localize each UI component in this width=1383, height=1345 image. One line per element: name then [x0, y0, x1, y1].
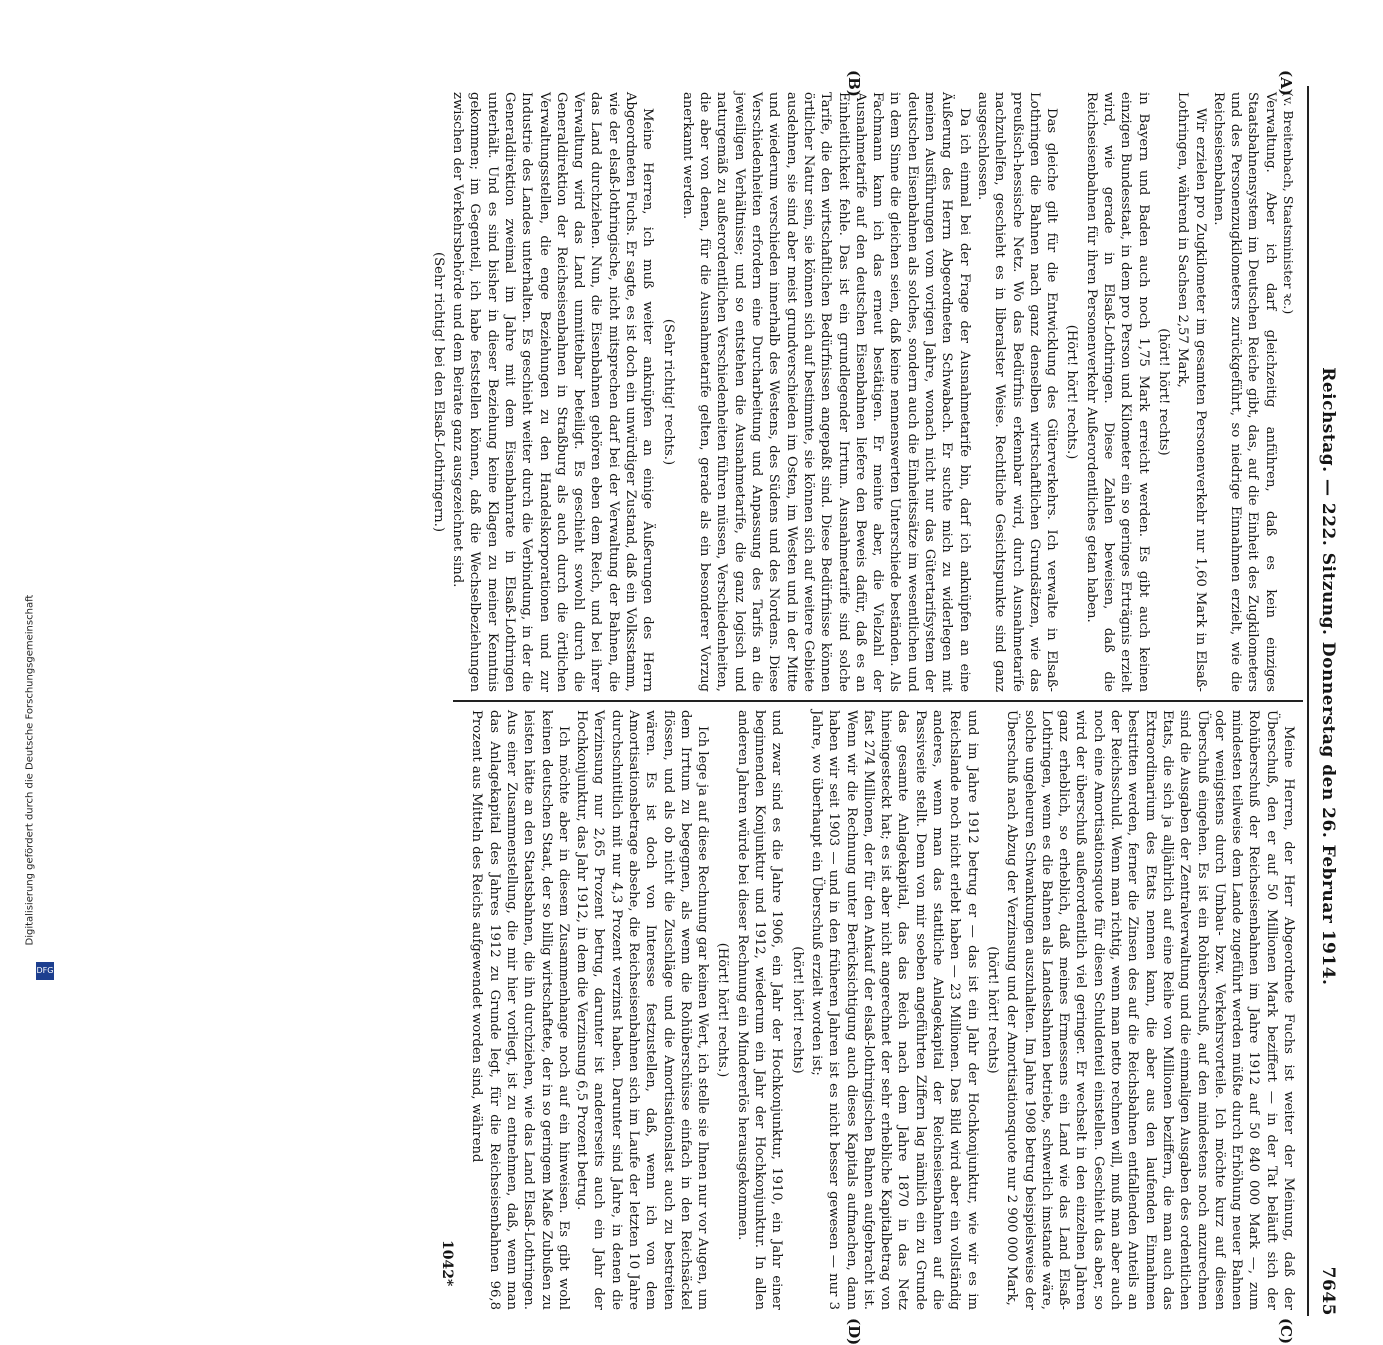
- paragraph: Meine Herren, der Herr Abgeordnete Fuchs ist weiter der Meinung, daß der Überschuß, den er auf 50 Millionen Mark beziffert — in der Tat beläuft sich der Rohüberschuß der Reichseisenbahnen im Jahre 1912 auf 50 840 000 Mark —, zum mindesten teilweise dem Lande zugeführt werden müßte durch Erhöhung neuer Bahnen oder wenigstens durch Umbau- bzw. Verkehrsvorteile. Ich möchte kurz auf diesen Überschuß eingehen. Es ist ein Rohüberschuß, auf den mindestens noch anzurechnen sind die Ausgaben der Zentralverwaltung und die einmaligen Ausgaben des ordentlichen Etats, die sich ja alljährlich auf eine Reihe von Millionen beziffern, die man auch das Extraordinarium des Etats nennen kann, die aber aus den laufenden Einnahmen bestritten werden, ferner die Zinsen des auf die Reichsbahnen entfallenden Anteils an der Reichsschuld. Wenn man richtig, wenn man netto rechnen will, muß man aber auch noch eine Amortisationsquote für diesen Schuldenteil einstellen. Geschieht das aber, so wird der überschuß außerordentlich viel geringer. Er wechselt in den einzelnen Jahren ganz erheblich, so erheblich, daß meines Ermessens ein Land wie das Land Elsaß-Lothringen, wenn es die Bahnen als Landesbahnen betriebe, schwerlich imstande wäre, solche ungeheuren Schwankungen auszuhalten. Im Jahre 1908 betrug beispielsweise der Überschuß nach Abzug der Verzinsung und der Amortisationsquote nur 2 900 000 Mark,: [1004, 710, 1296, 1310]
- column-divider: [453, 700, 1303, 702]
- right-column: [457, 710, 1297, 1310]
- interjection: (Hört! hört! rechts.): [715, 942, 731, 1078]
- paragraph: in Bayern und Baden auch noch 1,75 Mark erreicht werden. Es gibt auch keinen einzigen Bundesstaat, in dem pro Person und Kilometer ein so geringes Erträgnis erzielt wird, wie gerade in Elsaß-Lothringen. Diese Zahlen beweisen, daß die Reichseisenbahnen für ihren Personenverkehr Außerordentliches getan haben.: [1083, 92, 1151, 692]
- interjection: (Sehr richtig! rechts.): [660, 318, 676, 466]
- interjection: (Hört! hört! rechts.): [1064, 324, 1080, 460]
- margin-marker-d: (D): [845, 1318, 863, 1345]
- page-header: [1313, 86, 1343, 1316]
- paragraph: Verwaltung. Aber ich darf gleichzeitig anführen, daß es kein einziges Staatsbahnensystem im Deutschen Reiche gibt, das, auf die Einheit des Zugkilometers und des Personenzugkilometers zurückgeführt, so niedrige Einnahmen erzielt, wie die Reichseisenbahnen.: [1210, 92, 1278, 692]
- interjection: (Sehr richtig! bei den Elsaß-Lothringern.): [430, 251, 446, 533]
- dfg-logo: DFG: [36, 962, 54, 980]
- left-column: [430, 92, 1297, 692]
- paragraph: und im Jahre 1912 betrug er — das ist ein Jahr der Hochkonjunktur, wie wir es im Reichslande noch nicht erlebt haben — 23 Millionen. Das Bild wird aber ein vollständig anderes, wenn man das stattliche Anlagekapital der Reichseisenbahnen auf die Passivseite stellt. Denn von mir soeben angeführten Ziffern lag nämlich ein zu Grunde das gesamte Anlagekapital, das das Reich nach dem Jahre 1870 in das Netz hineingesteckt hat; es ist aber nicht angerechnet der sehr erhebliche Kapitalbetrag von fast 274 Millionen, der für den Ankauf der elsaß-lothringischen Bahnen aufgebracht ist. Wenn wir die Rechnung unter Berücksichtigung auch dieses Kapitals aufmachen, dann haben wir seit 1903 — und in den früheren Jahren ist es nicht besser gewesen — nur 3 Jahre, wo überhaupt ein Überschuß erzielt worden ist;: [808, 710, 980, 1310]
- paragraph: Das gleiche gilt für die Entwicklung des Güterverkehrs. Ich verwalte in Elsaß-Lothringen die Bahnen nach ganz denselben wirtschaftlichen Grundsätzen, wie das preußisch-hessische Netz. Wo das Bedürfnis erkennbar wird, durch Ausnahmetarife nachzuhelfen, geschieht es in liberalster Weise. Rechtliche Gesichtspunkte sind ganz ausgeschlossen.: [974, 92, 1060, 692]
- margin-marker-b: (B): [845, 70, 863, 97]
- speaker-label: (v. Breitenbach, Staatsminister ꝛc.): [1281, 92, 1296, 315]
- page-footer: 1042*: [439, 1240, 455, 1287]
- paragraph: Da ich einmal bei der Frage der Ausnahmetarife bin, darf ich anknüpfen an eine Äußerung des Herrn Abgeordneten Schwabach. Er suchte mich zu widerlegen mit meinen Ausführungen vom vorigen Jahre, wonach nicht nur das Gütertarifsystem der deutschen Eisenbahnen als solches, sondern auch die Einheitssätze im wesentlichen und in dem Sinne die gleichen seien, daß keine nennenswerten Unterschiede beständen. Als Fachmann kann ich das erneut bestätigen. Er meinte aber, die Vielzahl der Ausnahmetarife auf den deutschen Eisenbahnen liefere den Beweis dafür, daß es an Einheitlichkeit fehle. Das ist ein grundlegender Irrtum. Ausnahmetarife sind solche Tarife, die den wirtschaftlichen Bedürfnissen angepaßt sind. Diese Bedürfnisse können örtlicher Natur sein, sie können sich auf bestimmte, sie können sich auf weitere Gebiete ausdehnen, sie sind aber meist grundverschieden im Osten, im Westen und in der Mitte und wiederum verschieden innerhalb des Westens, des Südens und des Nordens. Diese Verschiedenheiten erfordern eine Durcharbeitung und Anpassung des Tarifs an die jeweiligen Verhältnisse; und so entstehen die Ausnahmetarife, die ganz logisch und naturgemäß zu außerordentlichen Verschiedenheiten führen müssen, Verschiedenheiten, die aber von denen, für die Ausnahmetarife gelten, gerade als ein besonderer Vorzug anerkannt werden.: [679, 92, 972, 692]
- paragraph: und zwar sind es die Jahre 1906, ein Jahr der Hochkonjunktur, 1910, ein Jahr einer beginnenden Konjunktur und 1912, wiederum ein Jahr der Hochkonjunktur. In allen anderen Jahren würde bei dieser Rechnung ein Mindererlös herausgekommen.: [734, 710, 785, 1310]
- interjection: (hört! hört! rechts): [789, 946, 805, 1074]
- header-title: Reichstag. — 222. Sitzung. Donnerstag den 26. Februar 1914.: [1318, 367, 1338, 986]
- interjection: (hört! hört! rechts): [1155, 328, 1171, 456]
- header-page-number: 7645: [1318, 1266, 1338, 1316]
- digitization-note: Digitalisierung gefördert durch die Deutsche Forschungsgemeinschaft: [24, 594, 36, 946]
- paragraph: Ich lege ja auf diese Rechnung gar keinen Wert, ich stelle sie Ihnen nur vor Augen, um dem Irrtum zu begegnen, als wenn die Rohüberschüsse einfach in den Reichsäckel flössen, und als ob nicht die Zuschläge und die Amortisationslast auch zu bestreiten wären. Es ist doch von Interesse festzustellen, daß, wenn ich von dem Amortisationsbetrage absehe, die Reichseisenbahnen sich im Laufe der letzten 10 Jahre durchschnittlich mit nur 4,3 Prozent verzinst haben. Darunter sind Jahre, in denen die Verzinsung nur 2,65 Prozent betrug, darunter ist andererseits auch ein Jahr der Hochkonjunktur, das Jahr 1912, in dem die Verzinsung 6,5 Prozent betrug.: [574, 710, 711, 1310]
- interjection: (hört! hört! rechts): [984, 946, 1000, 1074]
- margin-marker-a: (A): [1277, 70, 1295, 96]
- header-rule: [1307, 86, 1309, 1316]
- paragraph: Meine Herren, ich muß weiter anknüpfen an einige Äußerungen des Herrn Abgeordneten Fuchs. Er sagte, es ist doch ein unwürdiger Zustand, daß ein Volksstamm, wie der elsaß-lothringische, nicht mitsprechen darf bei der Verwaltung der Bahnen, die das Land durchziehen. Nun, die Eisenbahnen gehören eben dem Reich, und bei ihrer Verwaltung wird das Land unmittelbar beteiligt. Es geschieht sowohl durch die Generaldirektion der Reichseisenbahnen in Straßburg als auch durch die örtlichen Verwaltungsstellen, die enge Beziehungen zu den Handelskorporationen und zur Industrie des Landes unterhalten. Es geschieht weiter durch die Verbindung, in der die Generaldirektion zweimal im Jahre mit dem Eisenbahnrate in Elsaß-Lothringen unterhält. Und es sind bisher in dieser Beziehung keine Klagen zu meiner Kenntnis gekommen; im Gegenteil, ich habe feststellen können, daß die Wechselbeziehungen zwischen der Verkehrsbehörde und dem Beirate ganz ausgezeichnet sind.: [450, 92, 656, 692]
- paragraph: Wir erzielen pro Zugkilometer im gesamten Personenverkehr nur 1,60 Mark in Elsaß-Lothringen, während in Sachsen 2,57 Mark,: [1175, 92, 1208, 692]
- margin-marker-c: (C): [1277, 1318, 1295, 1345]
- paragraph: Ich möchte aber in diesem Zusammenhange noch auf ein hinweisen. Es gibt wohl keinen deutschen Staat, der so billig wirtschaftete, der in so geringem Maße Zubußen zu leisten hätte an den Staatsbahnen, die ihn durchziehen, wie das Land Elsaß-Lothringen. Aus einer Zusammenstellung, die mir hier vorliegt, ist zu entnehmen, daß, wenn man das Anlagekapital des Jahres 1912 zu Grunde legt, für die Reichseisenbahnen 96,8 Prozent aus Mitteln des Reichs aufgewendet worden sind, während: [469, 710, 571, 1310]
